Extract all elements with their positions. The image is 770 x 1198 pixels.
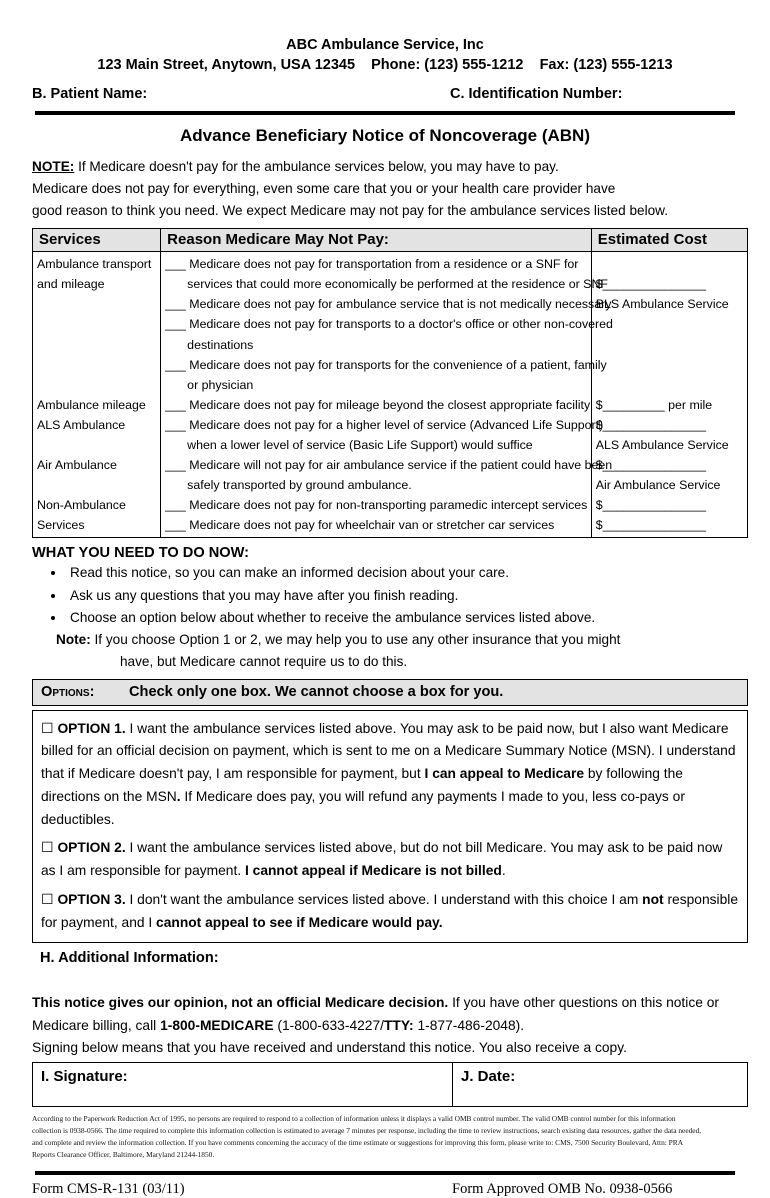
column-header-estimated-cost: Estimated Cost [591,229,747,252]
list-item: • Choose an option below about whether to receive the ambulance services listed above. [66,607,746,629]
cost-line: $_______________ [595,458,707,473]
cost-line: $_________ per mile [595,397,713,412]
reason-line: safely transported by ground ambulance. [187,478,412,493]
note-line-2: Medicare does not pay for everything, even some care that you or your health care provider have [32,181,616,197]
provider-header [24,0,746,75]
reason-line: ___ Medicare does not pay for a higher level of service (Advanced Life Support) [165,417,604,432]
option-name: OPTION 3. [57,891,126,907]
reason-line: ___ Medicare will not pay for air ambulance service if the patient could have been [165,458,613,473]
paperwork-reduction-act-notice [32,1113,748,1161]
closing-call-prefix: Medicare billing, call [32,1017,161,1033]
option-paragraph-1[interactable] [41,717,739,832]
closing-opinion-rest: If you have other questions on this notice or [448,995,720,1011]
reason-cell [161,252,613,538]
provider-name: ABC Ambulance Service, Inc [286,37,484,53]
services-table [32,228,748,538]
header-divider-rule [35,111,735,115]
what-to-do-note-text: If you choose Option 1 or 2, we may help you to use any other insurance that you might [94,631,621,647]
option-text-segment: I can appeal to Medicare [424,766,585,782]
identification-number-label: C. Identification Number: [450,86,623,103]
fine-print-line: According to the Paperwork Reduction Act of 1995, no persons are required to respond to a collection of information unless it displays a valid OMB control number. The valid OMB control number for this information [32,1114,676,1124]
note-line-1 [32,156,746,178]
note-block [24,156,746,222]
reason-line: ___ Medicare does not pay for transportation from a residence or a SNF for [165,257,579,272]
fine-print-line: collection is 0938-0566. The time required to complete this information collection is estimated to average 7 minutes per response, including the time to review instructions, search existing data resources, gather the data needed, [32,1126,702,1136]
service-line: ALS Ambulance [37,417,126,432]
cost-line: ALS Ambulance Service [595,438,729,453]
signature-row [33,1063,748,1107]
patient-id-fields-row [24,86,746,102]
option-name: OPTION 2. [57,840,126,856]
reason-line: services that could more economically be performed at the residence or SNF [187,277,608,292]
signature-label: I. Signature: [41,1068,128,1086]
closing-line-1 [32,992,746,1014]
services-table-header-row [33,229,748,252]
form-footer [32,1181,738,1198]
what-to-do-note-text-2: have, but Medicare cannot require us to do this. [120,653,408,669]
footer-divider-rule [35,1171,735,1175]
what-to-do-note-label: Note: [56,631,95,647]
tty-label-bold: TTY: [383,1017,414,1033]
column-header-services: Services [33,229,161,252]
option-text-segment: cannot appeal to see if Medicare would pay. [156,914,443,930]
note-text-1: If Medicare doesn't pay for the ambulance services below, you may have to pay. [78,159,559,175]
what-to-do-list [32,562,746,672]
signature-field[interactable] [33,1063,453,1107]
list-item: • Read this notice, so you can make an informed decision about your care. [66,562,746,584]
reason-line: destinations [187,337,254,352]
date-field[interactable] [453,1063,748,1107]
reason-line: ___ Medicare does not pay for transports to a doctor's office or other non-covered [165,317,613,332]
option-paragraph-3[interactable] [41,888,739,935]
closing-tty-number: 1-877-486-2048). [413,1017,525,1033]
form-number: Form CMS-R-131 (03/11) [32,1180,185,1197]
estimated-cost-cell [591,252,747,538]
options-label: Options: [41,683,95,700]
options-box [32,710,748,944]
options-instruction-bar [32,679,748,706]
cost-line: $_______________ [595,498,707,513]
reason-line: ___ Medicare does not pay for wheelchair van or stretcher car services [165,518,555,533]
reason-line: ___ Medicare does not pay for transports for the convenience of a patient, family [165,357,607,372]
omb-approval: Form Approved OMB No. 0938-0566 [452,1180,673,1197]
option-paragraph-2[interactable] [41,836,739,883]
service-line: Air Ambulance [37,458,117,473]
closing-line-3: Signing below means that you have received and understand this notice. You also receive a copy. [32,1040,627,1055]
option-text-segment: I want the ambulance services listed above. You may ask to be paid now, but I also want Medicare billed for an official decision on payment, which is sent to me on a Medicare Summary Notice (MSN). I understand that if Medicare doesn't pay, I am responsible for payment, but [41,720,736,782]
options-instruction: Check only one box. We cannot choose a box for you. [129,683,504,700]
cost-line: Air Ambulance Service [595,478,721,493]
service-line: and mileage [37,277,105,292]
option-text-segment: not [642,891,664,907]
what-to-do-note [52,629,746,673]
reason-line: ___ Medicare does not pay for non-transporting paramedic intercept services [165,498,588,513]
page-title: Advance Beneficiary Notice of Noncoverage (ABN) [180,126,590,146]
option-text-segment: by following the directions on the MSN [41,766,683,804]
patient-name-label: B. Patient Name: [32,86,148,103]
reason-line: ___ Medicare does not pay for ambulance service that is not medically necessary [165,297,612,312]
signature-date-table [32,1062,748,1107]
cost-line: BLS Ambulance Service [595,297,729,312]
cost-line: $_______________ [595,417,707,432]
cost-line: $_______________ [595,518,707,533]
what-to-do-title: WHAT YOU NEED TO DO NOW: [32,545,250,562]
column-header-reason: Reason Medicare May Not Pay: [161,229,592,252]
closing-phone-mid: (1-800-633-4227/ [273,1017,384,1033]
table-row [33,252,748,538]
provider-address-line: 123 Main Street, Anytown, USA 12345 Phone: (123) 555-1212 Fax: (123) 555-1213 [97,56,673,73]
option-text-segment: responsible for payment, and I [41,891,739,930]
checkbox-icon[interactable]: ☐ [41,719,58,736]
closing-opinion-bold: This notice gives our opinion, not an official Medicare decision. [32,995,449,1011]
checkbox-icon[interactable]: ☐ [41,839,58,856]
option-name: OPTION 1. [57,720,126,736]
fine-print-line: Reports Clearance Officer, Baltimore, Maryland 21244-1850. [32,1150,215,1160]
service-line: Ambulance mileage [37,397,146,412]
reason-line: when a lower level of service (Basic Life Support) would suffice [187,438,533,453]
reason-line: or physician [187,377,254,392]
additional-information-title: H. Additional Information: [40,950,219,967]
service-line: Non-Ambulance [37,498,126,513]
note-label: NOTE: [32,159,75,175]
service-line: Ambulance transport [37,257,152,272]
date-label: J. Date: [461,1068,516,1086]
closing-line-2 [32,1015,746,1037]
option-text-segment: If Medicare does pay, you will refund any payments I made to you, less co-pays or deductibles. [41,788,685,827]
list-item: • Ask us any questions that you may have after you finish reading. [66,585,746,607]
note-line-3: good reason to think you need. We expect Medicare may not pay for the ambulance services listed below. [32,203,668,219]
option-text-segment: . [176,788,181,804]
services-cell [33,252,161,538]
option-text-segment: I cannot appeal if Medicare is not billed [244,863,502,879]
service-line: Services [37,518,85,533]
reason-line: ___ Medicare does not pay for mileage beyond the closest appropriate facility [165,397,591,412]
medicare-phone-bold: 1-800-MEDICARE [160,1017,274,1033]
option-text-segment: . [501,863,506,879]
fine-print-line: and complete and review the information collection. If you have comments concerning the accuracy of the time estimate or suggestions for improving this form, please write to: CMS, 7500 Security Boulevard, Attn: PRA [32,1138,684,1148]
cost-line: $_______________ [595,277,707,292]
option-text-segment: I don't want the ambulance services listed above. I understand with this choice I am [125,891,643,907]
closing-paragraph [32,992,746,1059]
option-text-segment: I want the ambulance services listed above, but do not bill Medicare. You may ask to be paid now as I am responsible for payment. [41,840,723,879]
checkbox-icon[interactable]: ☐ [41,890,58,907]
